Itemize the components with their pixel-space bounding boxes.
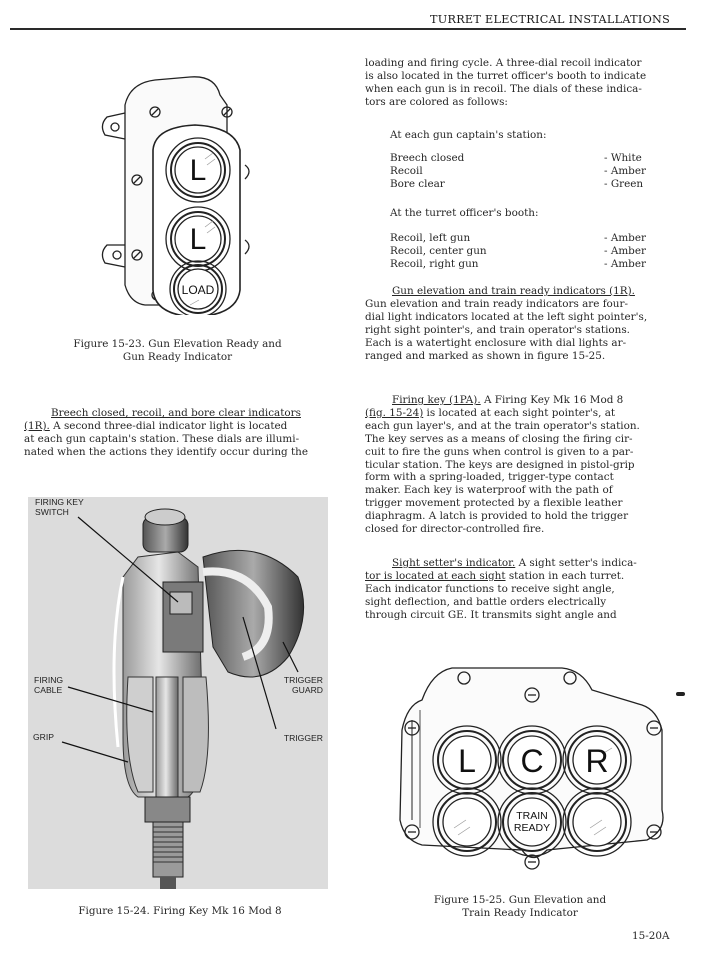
text-line: ranged and marked as shown in figure 15-25. [365, 349, 606, 362]
text-line: diaphragm. A latch is provided to hold the trigger [365, 510, 629, 523]
table-row [390, 165, 660, 178]
text-line: A sight setter's indica- [515, 557, 637, 569]
running-title: TURRET ELECTRICAL INSTALLATIONS [430, 13, 671, 26]
section-heading: Firing key (1PA). [392, 394, 481, 406]
indicator-color: - Amber [604, 245, 646, 257]
callout-text: CABLE [34, 684, 63, 695]
text-line: dial light indicators located at the left sight pointer's, [365, 310, 648, 323]
text-line: station in each turret. [505, 569, 625, 582]
breech-indicators-paragraph [24, 407, 308, 459]
indicator-name: Recoil, left gun [390, 232, 471, 244]
figure-15-25-illustration [392, 650, 682, 870]
indicator-name: Recoil, center gun [390, 245, 487, 257]
dial-label: L [189, 223, 207, 256]
figure-15-23-illustration [95, 55, 300, 315]
indicator-color: - White [604, 152, 642, 164]
text-line: The key serves as a means of closing the firing cir- [365, 432, 633, 445]
indicator-name: Breech closed [390, 152, 465, 164]
callout-text: SWITCH [35, 506, 69, 517]
text-line: when each gun is in recoil. The dials of these indica- [365, 82, 642, 95]
indicator-color: - Amber [604, 165, 646, 177]
text-line: is located at each sight pointer's, at [423, 406, 616, 419]
dial-label-c: C [520, 743, 544, 779]
section-heading-tag: (1R). [24, 419, 50, 432]
section-heading: Breech closed, recoil, and bore clear indicators [51, 407, 301, 419]
dial-label-ready: READY [513, 822, 551, 834]
table-row [390, 152, 660, 165]
text-line: each gun layer's, and at the train operator's station. [365, 419, 640, 432]
table-row [390, 232, 660, 245]
indicator-color: - Amber [604, 232, 646, 244]
text-line: sight deflection, and battle orders electrically [365, 595, 607, 608]
callout-trigger: TRIGGER [283, 733, 323, 743]
firing-key-paragraph [365, 394, 640, 536]
caption-line: Train Ready Indicator [462, 907, 578, 919]
caption-line: Gun Ready Indicator [122, 351, 233, 363]
callout-text: TRIGGER [283, 675, 323, 685]
dial-label-train: TRAIN [516, 810, 548, 822]
indicator-color: - Green [604, 178, 644, 190]
callout-text: FIRING KEY [35, 497, 84, 507]
section-heading: Gun elevation and train ready indicators (1R). [392, 285, 635, 297]
figure-15-25-caption [395, 894, 645, 920]
figure-reference: (fig. 15-24) [365, 406, 424, 419]
turret-officer-booth-table [390, 207, 660, 271]
text-line: A second three-dial indicator light is located [49, 419, 288, 432]
indicator-name: Bore clear [390, 178, 445, 190]
text-line: maker. Each key is waterproof with the path of [365, 484, 613, 497]
figure-15-23-caption [20, 338, 335, 364]
text-line: nated when the actions they identify occur during the [24, 445, 308, 458]
indicator-name: Recoil, right gun [390, 258, 479, 270]
text-line: right sight pointer's, and train operator's stations. [365, 323, 630, 336]
text-line: loading and firing cycle. A three-dial recoil indicator [365, 57, 642, 69]
header-rule [10, 28, 686, 30]
text-line: at each gun captain's station. These dials are illumi- [24, 432, 300, 445]
table-row [390, 178, 660, 191]
sight-setter-paragraph [365, 557, 637, 622]
dial-label-r: R [585, 743, 609, 779]
table-row [390, 245, 660, 258]
figure-15-24-photo [28, 497, 328, 889]
text-line: Each indicator functions to receive sight angle, [365, 582, 615, 595]
text-line: tors are colored as follows: [365, 95, 508, 108]
caption-line: Figure 15-23. Gun Elevation Ready and [73, 338, 282, 350]
dial-label: L [189, 154, 207, 187]
text-line: ticular station. The keys are designed in pistol-grip [365, 458, 635, 471]
text-line: trigger movement protected by a flexible leather [365, 497, 623, 510]
text-line: cuit to fire the guns when control is given to a par- [365, 445, 634, 458]
page-number: 15-20A [632, 930, 670, 942]
section-heading: Sight setter's indicator. [392, 557, 516, 569]
table-heading: At the turret officer's booth: [390, 207, 539, 219]
dial-label: LOAD [181, 283, 215, 297]
gun-captain-station-table [390, 129, 660, 191]
callout-firing-key-switch [35, 498, 84, 517]
text-line: form with a spring-loaded, trigger-type contact [365, 471, 614, 484]
text-line-underlined: tor is located at each sight [365, 569, 506, 582]
intro-paragraph [365, 57, 646, 109]
table-row [390, 258, 660, 271]
text-line: is also located in the turret officer's booth to indicate [365, 69, 647, 82]
figure-15-24-caption: Figure 15-24. Firing Key Mk 16 Mod 8 [78, 905, 282, 917]
dial-label-l: L [458, 743, 476, 779]
callout-firing-cable [34, 676, 63, 695]
callout-grip: GRIP [33, 732, 55, 742]
text-line: A Firing Key Mk 16 Mod 8 [480, 394, 624, 406]
text-line: through circuit GE. It transmits sight angle and [365, 608, 617, 621]
indicator-name: Recoil [390, 165, 423, 177]
caption-line: Figure 15-25. Gun Elevation and [433, 894, 607, 906]
table-heading: At each gun captain's station: [390, 129, 547, 141]
text-line: Gun elevation and train ready indicators are four- [365, 297, 628, 310]
gun-elevation-paragraph [365, 285, 647, 362]
text-line: closed for director-controlled fire. [365, 523, 545, 536]
callout-text: GUARD [291, 684, 323, 695]
callout-trigger-guard [284, 676, 323, 695]
text-line: Each is a watertight enclosure with dial lights ar- [365, 336, 627, 349]
indicator-color: - Amber [604, 258, 646, 270]
stray-mark [676, 692, 685, 696]
callout-text: FIRING [34, 675, 64, 685]
